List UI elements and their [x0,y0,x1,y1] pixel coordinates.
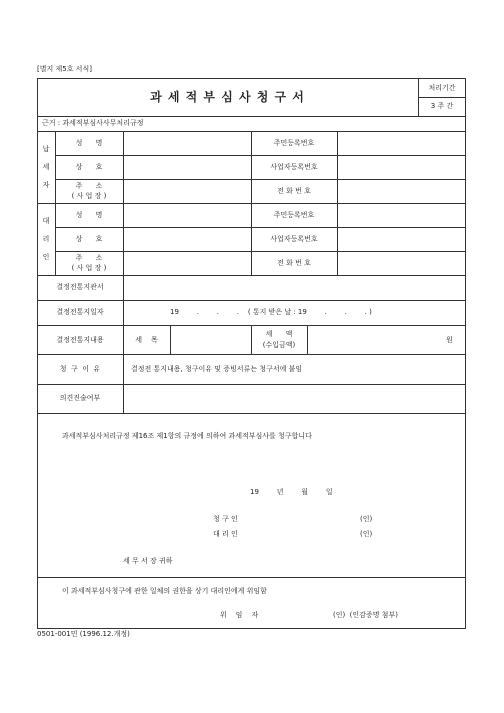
office-label: 결정전통지관서 [56,283,104,291]
basis-text: 근거 : 과세적부심사사무처리규정 [42,119,144,127]
agent-id-label: 주민등록번호 [273,211,315,219]
tax-amount-sublabel: (수입금액) [262,341,296,349]
form-number: [별지 제5호 서식] [37,65,92,73]
delegation-text: 이 과세적부심사청구에 관한 일체의 권한을 상기 대리인에게 위임함 [62,587,267,595]
opinion-label: 의견진술여부 [59,394,101,402]
statement-text: 과세적부심사처리규정 제16조 제1항의 규정에 의하여 과세적부심사를 청구합니다 [62,432,312,440]
applicant-address-label: 주 소 [75,182,103,190]
notice-date-value: 19 . . . ( 통지 받은 날 : 19 . . . ) [170,308,372,316]
applicant-trade-label: 상 호 [75,163,103,171]
agent-side-3: 인 [42,253,50,261]
delegator-seal: (인) (인감증명 첨부) [333,611,398,619]
date-line: 19 년 월 일 [250,488,333,496]
applicant-side-1: 납 [42,145,50,153]
tax-item-label: 세 목 [135,336,158,344]
agent-phone-label: 전 화 번 호 [277,259,311,267]
agent-bizno-label: 사업자등록번호 [270,235,318,243]
applicant-id-label: 주민등록번호 [273,139,315,147]
applicant-phone-label: 전 화 번 호 [277,187,311,195]
applicant-side-2: 세 [42,163,50,171]
won-unit: 원 [446,336,453,344]
notice-date-label: 결정전통지일자 [56,308,104,316]
agent-side-2: 리 [42,235,50,243]
tax-amount-label: 세 액 [265,330,293,338]
delegator-label: 위 임 자 [220,611,259,619]
applicant-bizno-label: 사업자등록번호 [270,163,318,171]
agent-side-1: 대 [42,217,50,225]
applicant-address-sublabel: ( 사 업 장 ) [71,192,107,200]
agent-trade-label: 상 호 [75,235,103,243]
reason-label: 청 구 이 유 [59,365,101,373]
claimant-seal: (인) [360,515,373,523]
page-title: 과 세 적 부 심 사 청 구 서 [150,90,305,104]
addressee: 세 무 서 장 귀하 [123,557,173,565]
applicant-name-label: 성 명 [75,139,103,147]
agent-address-sublabel: ( 사 업 장 ) [71,264,107,272]
reason-value: 결정전 통지내용, 청구이유 및 증빙서류는 청구서에 붙임 [131,365,303,373]
processing-period-label: 처리기간 [428,84,456,92]
claimant-label: 청 구 인 [213,515,238,523]
agent-seal: (인) [360,530,373,538]
processing-period-value: 3 주 간 [430,102,454,110]
applicant-side-3: 자 [42,181,50,189]
agent-name-label: 성 명 [75,211,103,219]
agent-address-label: 주 소 [75,254,103,262]
footer-code: 0501-001민 (1996.12.개정) [37,630,130,638]
agent-sign-label: 대 리 인 [213,530,238,538]
notice-content-label: 결정전통지내용 [56,336,104,344]
